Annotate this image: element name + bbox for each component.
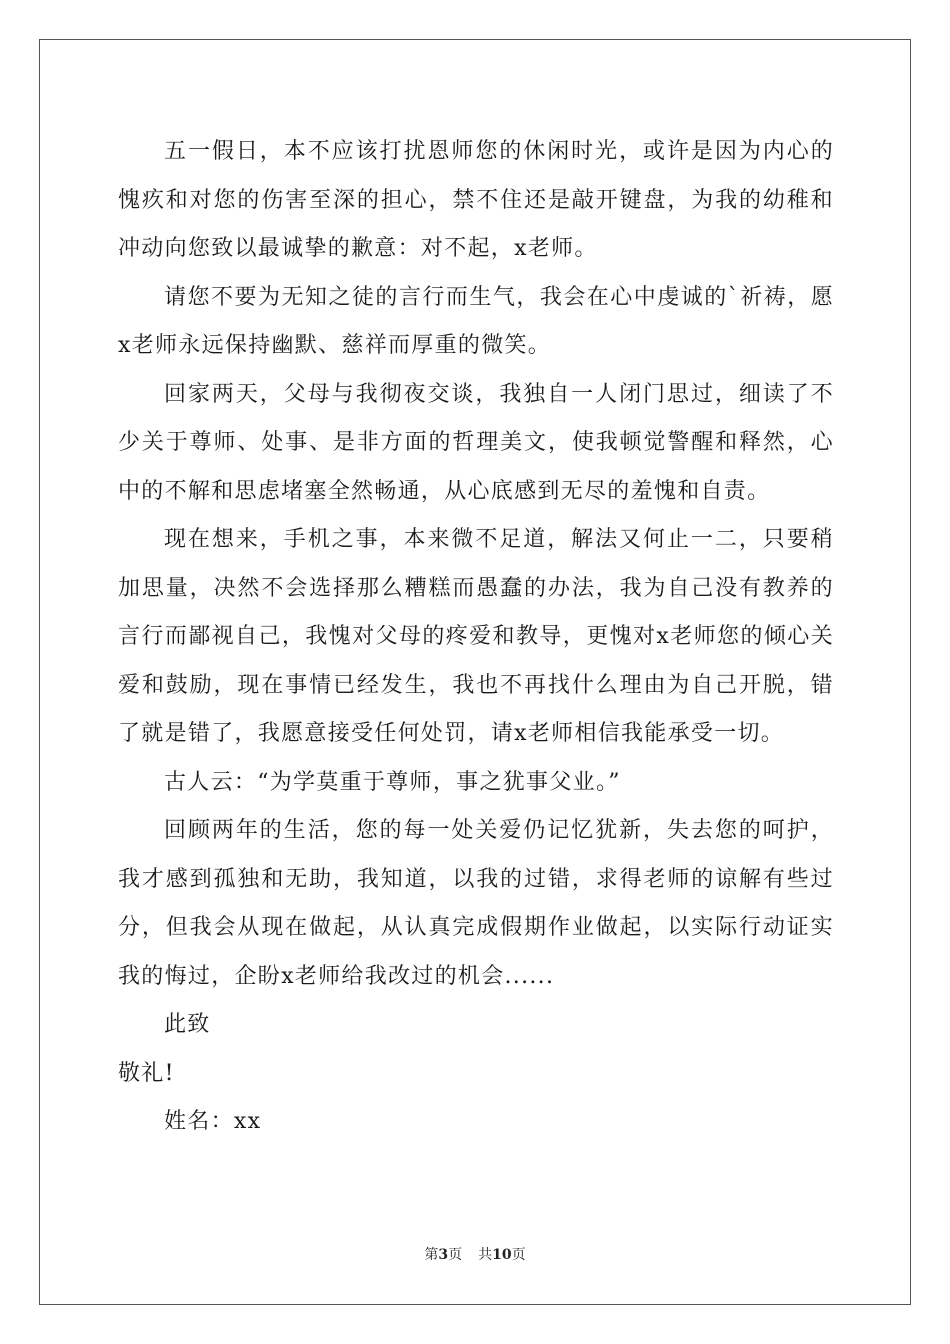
footer-page-suffix: 页	[448, 1247, 463, 1263]
letter-body	[118, 128, 834, 1147]
paragraph-2: 请您不要为无知之徒的言行而生气，我会在心中虔诚的`祈祷，愿x老师永远保持幽默、慈祥而厚重的微笑。	[118, 284, 834, 358]
closing-line: 此致	[164, 1012, 211, 1037]
footer-page-number: 3	[438, 1247, 449, 1263]
footer-prefix: 第	[424, 1247, 439, 1263]
footer-total-suffix: 页	[511, 1247, 526, 1263]
paragraph-4: 现在想来，手机之事，本来微不足道，解法又何止一二，只要稍加思量，决然不会选择那么糟糕而愚蠢的办法，我为自己没有教养的言行而鄙视自己，我愧对父母的疼爱和教导，更愧对x老师您的倾心关爱和鼓励，现在事情已经发生，我也不再找什么理由为自己开脱，错了就是错了，我愿意接受任何处罚，请x老师相信我能承受一切。	[118, 527, 834, 746]
salute-line: 敬礼!	[118, 1060, 175, 1086]
signature-line: 姓名：xx	[164, 1109, 262, 1134]
paragraph-6: 回顾两年的生活，您的每一处关爱仍记忆犹新，失去您的呵护，我才感到孤独和无助，我知道，以我的过错，求得老师的谅解有些过分，但我会从现在做起，从认真完成假期作业做起，以实际行动证实我的悔过，企盼x老师给我改过的机会......	[118, 818, 834, 989]
footer-total-prefix: 共	[478, 1247, 493, 1263]
page-footer	[0, 1245, 950, 1265]
paragraph-5: 古人云：“为学莫重于尊师，事之犹事父业。”	[164, 769, 621, 795]
footer-total-pages: 10	[492, 1247, 512, 1263]
paragraph-1: 五一假日，本不应该打扰恩师您的休闲时光，或许是因为内心的愧疚和对您的伤害至深的担心，禁不住还是敲开键盘，为我的幼稚和冲动向您致以最诚挚的歉意：对不起，x老师。	[118, 139, 834, 261]
paragraph-3: 回家两天，父母与我彻夜交谈，我独自一人闭门思过，细读了不少关于尊师、处事、是非方面的哲理美文，使我顿觉警醒和释然，心中的不解和思虑堵塞全然畅通，从心底感到无尽的羞愧和自责。	[118, 381, 834, 504]
